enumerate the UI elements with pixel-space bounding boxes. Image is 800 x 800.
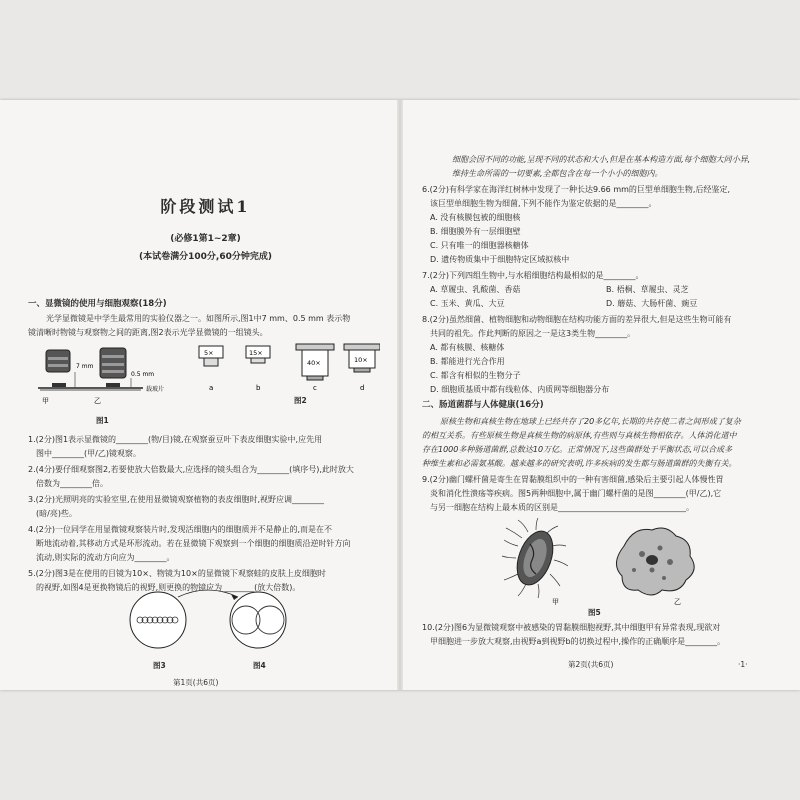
lens-b-label: b	[256, 384, 261, 392]
question-6-option-c: C. 只有唯一的细胞器核糖体	[430, 241, 529, 250]
question-10-line-1: 10.(2分)图6为显微镜观察中被感染的胃黏膜细胞视野,其中细胞甲有异常表现,现欲对	[422, 623, 721, 632]
lens-d-mag: 10×	[354, 356, 368, 364]
question-6-option-d: D. 遗传物质集中于细胞特定区域拟核中	[430, 255, 570, 264]
question-10-line-2: 甲细胞进一步放大观察,由视野a到视野b的切换过程中,操作的正确顺序是________。	[430, 637, 726, 646]
fig1-label-slide: 载玻片	[146, 386, 165, 393]
question-3-line-1: 3.(2分)光照明亮的实验室里,在使用显微镜观察植物的表皮细胞时,视野应调________	[28, 495, 325, 504]
lens-b-mag: 15×	[249, 349, 263, 357]
continued-line-2: 维持生命所需的一切要素,全都包含在每一个小小的细胞内。	[452, 169, 663, 178]
question-2-line-1: 2.(4分)要仔细观察图2,若要使放大倍数最大,应选择的镜头组合为________(填序号),此时放大	[28, 465, 354, 474]
question-8-option-b: B. 都能进行光合作用	[430, 357, 505, 366]
left-page-footer: 第1页(共6页)	[173, 678, 219, 687]
question-6-option-b: B. 细胞膜外有一层细胞壁	[430, 227, 521, 236]
question-7-option-b: B. 梧桐、草履虫、灵芝	[606, 285, 689, 294]
page-title: 阶段测试1	[160, 197, 251, 216]
question-6-line-1: 6.(2分)有科学家在海洋红树林中发现了一种长达9.66 mm的巨型单细胞生物,后经鉴定,	[422, 185, 730, 194]
left-page	[28, 100, 383, 690]
section-2-intro-3: 存在1000多种肠道菌群,总数达10万亿。正常情况下,这些菌群处于平衡状态,可以合成多	[422, 445, 733, 454]
figure-1-caption: 图1	[96, 416, 109, 425]
question-8-option-c: C. 都含有相似的生物分子	[430, 371, 521, 380]
exam-spread	[0, 100, 800, 690]
question-9-line-1: 9.(2分)幽门螺杆菌是寄生在胃黏膜组织中的一种有害细菌,感染后主要引起人体慢性胃	[422, 475, 724, 484]
figure-5	[492, 518, 712, 608]
question-1-line-1: 1.(2分)图1表示显微镜的________(物/目)镜,在观察蚕豆叶下表皮细胞实验中,应先用	[28, 435, 323, 444]
question-6-option-a: A. 没有核膜包被的细胞核	[430, 213, 521, 222]
page-mark: ·1·	[738, 660, 748, 669]
figure-5-caption: 图5	[588, 608, 601, 617]
question-4-line-3: 流动,则实际的流动方向应为________。	[36, 553, 175, 562]
score-subtitle: (本试卷满分100分,60分钟完成)	[139, 252, 272, 262]
question-7-option-d: D. 蘑菇、大肠杆菌、豌豆	[606, 299, 698, 308]
lens-c-mag: 40×	[307, 359, 321, 367]
fig1-label-jia: 甲	[42, 397, 49, 405]
continued-line-1: 细胞会因不同的功能,呈现不同的状态和大小,但是在基本构造方面,每个细胞大同小异,	[452, 155, 751, 164]
lens-a-label: a	[209, 384, 214, 392]
question-7-stem: 7.(2分)下列四组生物中,与水稻细胞结构最相似的是________。	[422, 271, 644, 280]
lens-d-label: d	[360, 384, 365, 392]
fig5-label-jia: 甲	[552, 598, 559, 606]
lens-c-label: c	[313, 384, 317, 392]
question-8-option-a: A. 都有核膜、核糖体	[430, 343, 505, 352]
fig1-label-yi: 乙	[94, 397, 101, 405]
question-8-line-1: 8.(2分)虽然细菌、植物细胞和动物细胞在结构功能方面的差异很大,但是这些生物可能有	[422, 315, 732, 324]
amoeba-yi-illustration	[616, 528, 694, 595]
question-5-line-2: 的视野,如图4是更换物镜后的视野,则更换的物镜应为________(放大倍数)。	[36, 583, 301, 592]
fig5-label-yi: 乙	[674, 598, 681, 606]
question-9-line-2: 炎和消化性溃疡等疾病。图5两种细胞中,属于幽门螺杆菌的是图________(甲/乙),它	[430, 489, 722, 498]
question-5-line-1: 5.(2分)图3是在使用的目镜为10×、物镜为10×的显微镜下观察蛙的皮肤上皮细胞时	[28, 569, 326, 578]
section-2-intro-2: 的相互关系。有些原核生物是真核生物的病原体,有些则与真核生物相依存。人体消化道中	[422, 431, 737, 440]
intro-line-1: 光学显微镜是中学生最常用的实验仪器之一。如图所示,图1中7 mm、0.5 mm 表示物	[46, 314, 351, 323]
bacterium-jia-illustration	[502, 518, 568, 598]
section-2-intro-1: 原核生物和真核生物在地球上已经共存了20多亿年,长期的共存使二者之间形成了复杂	[440, 417, 741, 426]
question-4-line-2: 断地流动着,其移动方式是环形流动。若在显微镜下观察到一个细胞的细胞质沿逆时针方向	[36, 539, 351, 548]
question-6-line-2: 该巨型单细胞生物为细菌,下列不能作为鉴定依据的是________。	[430, 199, 657, 208]
right-page-footer: 第2页(共6页)	[568, 660, 614, 669]
intro-line-2: 镜清晰时物镜与观察物之间的距离,图2表示光学显微镜的一组镜头。	[28, 328, 268, 337]
question-9-line-3: 与另一细胞在结构上最本质的区别是________________________________。	[430, 503, 694, 512]
fig1-label-7mm: 7 mm	[76, 363, 94, 370]
question-8-option-d: D. 细胞质基质中都有线粒体、内质网等细胞器分布	[430, 385, 610, 394]
figure-3-caption: 图3	[153, 661, 166, 670]
figures-3-4	[118, 585, 318, 655]
section-2-heading: 二、肠道菌群与人体健康(16分)	[422, 400, 544, 410]
figure-2	[190, 340, 380, 410]
figure-1	[28, 343, 188, 413]
question-3-line-2: (暗/亮)些。	[36, 509, 77, 518]
question-7-option-a: A. 草履虫、乳酸菌、香菇	[430, 285, 521, 294]
question-4-line-1: 4.(2分)一位同学在用显微镜观察装片时,发现活细胞内的细胞质并不是静止的,而是在不	[28, 525, 333, 534]
fig1-label-05mm: 0.5 mm	[131, 371, 155, 378]
scope-subtitle: (必修1第1~2章)	[170, 234, 241, 244]
question-8-line-2: 共同的祖先。作此判断的原因之一是这3类生物________。	[430, 329, 636, 338]
question-2-line-2: 倍数为________倍。	[36, 479, 108, 488]
page-fold	[397, 100, 403, 690]
question-1-line-2: 图中________(甲/乙)镜观察。	[36, 449, 141, 458]
right-page	[422, 100, 774, 690]
figure-4-caption: 图4	[253, 661, 266, 670]
figure-2-caption: 图2	[294, 396, 307, 405]
section-1-heading: 一、显微镜的使用与细胞观察(18分)	[28, 299, 167, 309]
lens-a-mag: 5×	[204, 349, 214, 357]
question-7-option-c: C. 玉米、黄瓜、大豆	[430, 299, 505, 308]
section-2-intro-4: 种维生素和必需氨基酸。越来越多的研究表明,许多疾病的发生都与肠道菌群的失衡有关。	[422, 459, 737, 468]
